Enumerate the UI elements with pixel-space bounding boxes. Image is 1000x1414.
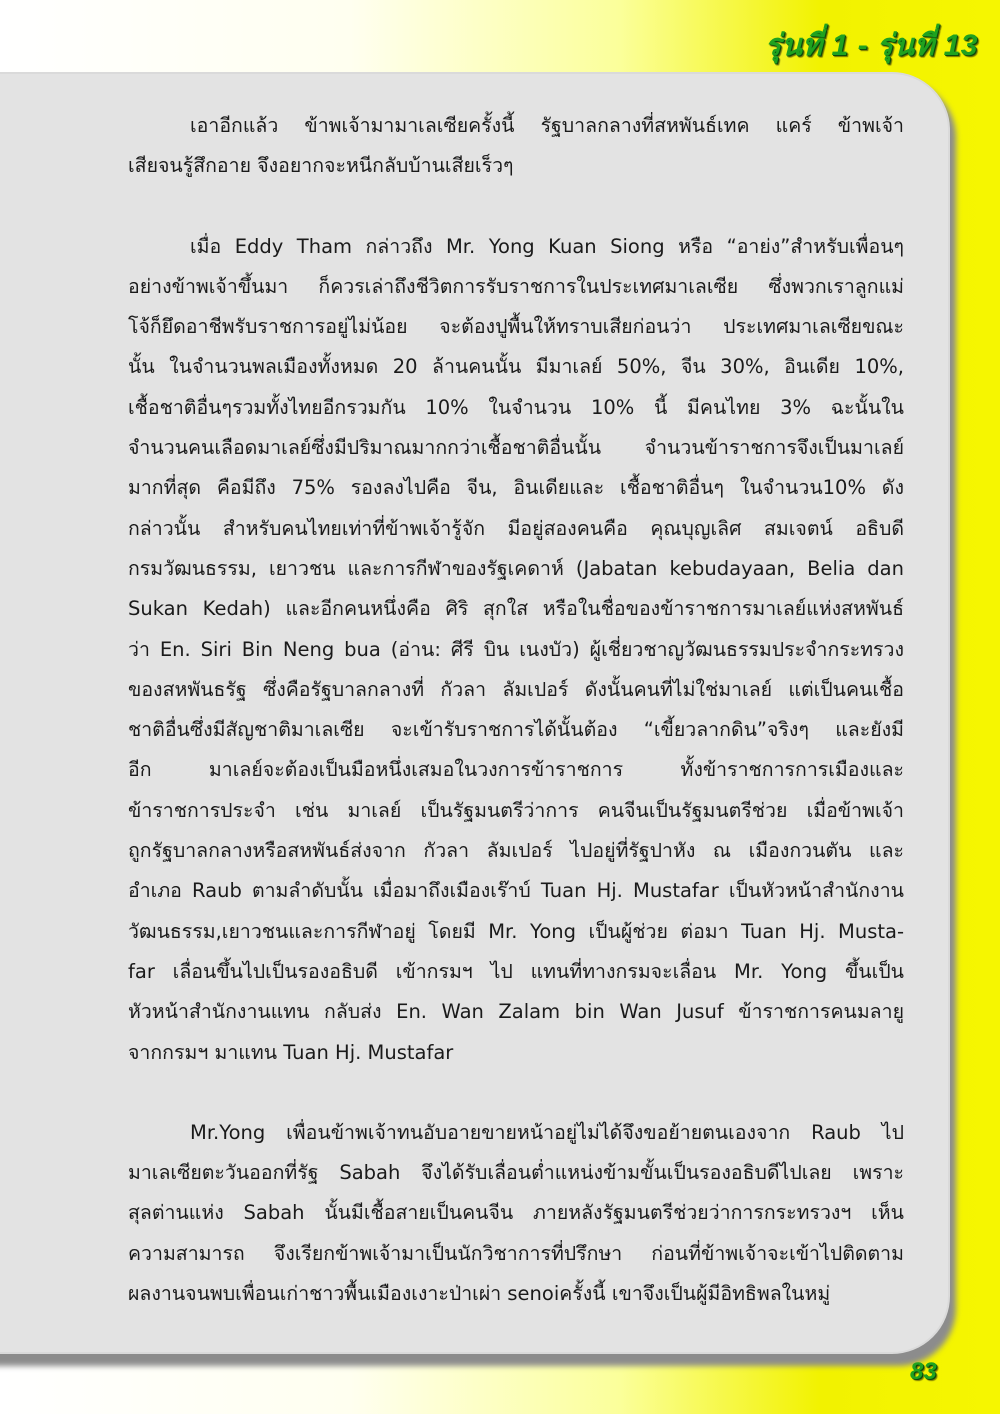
page-number: 83 bbox=[910, 1358, 937, 1385]
text-line: จากกรมฯ มาแทน Tuan Hj. Mustafar bbox=[128, 1040, 454, 1064]
text-line: อีก มาเลย์จะต้องเป็นมือหนึ่งเสมอในวงการข้าราชการ ทั้งข้าราชการการเมืองและ bbox=[128, 758, 904, 782]
text-line: ข้าราชการประจำ เช่น มาเลย์ เป็นรัฐมนตรีว่าการ คนจีนเป็นรัฐมนตรีช่วย เมื่อข้าพเจ้า bbox=[128, 798, 904, 822]
header-title: รุ่นที่ 1 - รุ่นที่ 13 bbox=[764, 29, 978, 62]
text-line: มาเลเซียตะวันออกที่รัฐ Sabah จึงได้รับเลื่อนต่ำแหน่งข้ามขั้นเป็นรองอธิบดีไปเลย เพราะ bbox=[128, 1161, 904, 1185]
text-line: เอาอีกแล้ว ข้าพเจ้ามามาเลเซียครั้งนี้ รัฐบาลกลางที่สหพันธ์เทค แคร์ ข้าพเจ้า bbox=[190, 114, 904, 137]
text-line: ถูกรัฐบาลกลางหรือสหพันธ์ส่งจาก กัวลา ลัมเปอร์ ไปอยู่ที่รัฐปาหัง ณ เมืองกวนตัน และ bbox=[128, 839, 904, 863]
text-line: ชาติอื่นซึ่งมีสัญชาติมาเลเซีย จะเข้ารับราชการได้นั้นต้อง “เขี้ยวลากดิน”จริงๆ และยังมี bbox=[128, 718, 904, 742]
text-line: วัฒนธรรม,เยาวชนและการกีฬาอยู่ โดยมี Mr. Yong เป็นผู้ช่วย ต่อมา Tuan Hj. Musta- bbox=[128, 919, 904, 943]
text-line: ผลงานจนพบเพื่อนเก่าชาวพื้นเมืองเงาะป่าเผ่า senoiครั้งนี้ เขาจึงเป็นผู้มีอิทธิพลในหมู่ bbox=[128, 1282, 831, 1306]
text-line: Sukan Kedah) และอีกคนหนึ่งคือ ศิริ สุกใส หรือในชื่อของข้าราชการมาเลย์แห่งสหพันธ์ bbox=[128, 597, 904, 621]
text-line: โจ้ก็ยึดอาชีพรับราชการอยู่ไม่น้อย จะต้องปูพื้นให้ทราบเสียก่อนว่า ประเทศมาเลเซียขณะ bbox=[128, 315, 904, 339]
paragraph bbox=[128, 227, 904, 1073]
text-line: มากที่สุด คือมีถึง 75% รองลงไปคือ จีน, อินเดียและ เชื้อชาติอื่นๆ ในจำนวน10% ดัง bbox=[128, 476, 904, 500]
body-text bbox=[128, 106, 904, 1314]
text-line: หัวหน้าสำนักงานแทน กลับส่ง En. Wan Zalam bin Wan Jusuf ข้าราชการคนมลายู bbox=[128, 1000, 904, 1024]
text-line: เชื้อชาติอื่นๆรวมทั้งไทยอีกรวมกัน 10% ในจำนวน 10% นี้ มีคนไทย 3% ฉะนั้นใน bbox=[128, 395, 904, 419]
text-line: far เลื่อนขึ้นไปเป็นรองอธิบดี เข้ากรมฯ ไป แทนที่ทางกรมจะเลื่อน Mr. Yong ขึ้นเป็น bbox=[128, 959, 904, 983]
paragraph bbox=[128, 1113, 904, 1314]
text-line: อย่างข้าพเจ้าขึ้นมา ก็ควรเล่าถึงชีวิตการรับราชการในประเทศมาเลเซีย ซึ่งพวกเราลูกแม่ bbox=[128, 274, 904, 298]
text-line: กล่าวนั้น สำหรับคนไทยเท่าที่ข้าพเจ้ารู้จัก มีอยู่สองคนคือ คุณบุญเลิศ สมเจตน์ อธิบดี bbox=[128, 516, 904, 540]
text-line: เสียจนรู้สึกอาย จึงอยากจะหนีกลับบ้านเสียเร็วๆ bbox=[128, 154, 514, 178]
text-line: ของสหพันธรัฐ ซึ่งคือรัฐบาลกลางที่ กัวลา ลัมเปอร์ ดังนั้นคนที่ไม่ใช่มาเลย์ แต่เป็นคนเชื้อ bbox=[128, 677, 904, 701]
text-line: นั้น ในจำนวนพลเมืองทั้งหมด 20 ล้านคนนั้น มีมาเลย์ 50%, จีน 30%, อินเดีย 10%, bbox=[128, 355, 904, 379]
text-line: กรมวัฒนธรรม, เยาวชน และการกีฬาของรัฐเคดาห์ (Jabatan kebudayaan, Belia dan bbox=[128, 556, 904, 580]
text-line: เมื่อ Eddy Tham กล่าวถึง Mr. Yong Kuan Siong หรือ “อาย่ง”สำหรับเพื่อนๆ bbox=[190, 234, 904, 258]
text-line: Mr.Yong เพื่อนข้าพเจ้าทนอับอายขายหน้าอยู่ไม่ได้จึงขอย้ายตนเองจาก Raub ไป bbox=[190, 1120, 904, 1144]
text-line: ว่า En. Siri Bin Neng bua (อ่าน: ศีรี บิน เนงบัว) ผู้เชี่ยวชาญวัฒนธรรมประจำกระทรวง bbox=[128, 637, 904, 661]
text-line: ความสามารถ จึงเรียกข้าพเจ้ามาเป็นนักวิชาการที่ปรึกษา ก่อนที่ข้าพเจ้าจะเข้าไปติดตาม bbox=[128, 1241, 904, 1265]
text-line: อำเภอ Raub ตามลำดับนั้น เมื่อมาถึงเมืองเร๊าบ์ Tuan Hj. Mustafar เป็นหัวหน้าสำนักงาน bbox=[128, 879, 904, 903]
paragraph bbox=[128, 106, 904, 187]
text-line: จำนวนคนเลือดมาเลย์ซึ่งมีปริมาณมากกว่าเชื้อชาติอื่นนั้น จำนวนข้าราชการจึงเป็นมาเลย์ bbox=[128, 436, 904, 460]
text-line: สุลต่านแห่ง Sabah นั้นมีเชื้อสายเป็นคนจีน ภายหลังรัฐมนตรีช่วยว่าการกระทรวงฯ เห็น bbox=[128, 1201, 904, 1225]
